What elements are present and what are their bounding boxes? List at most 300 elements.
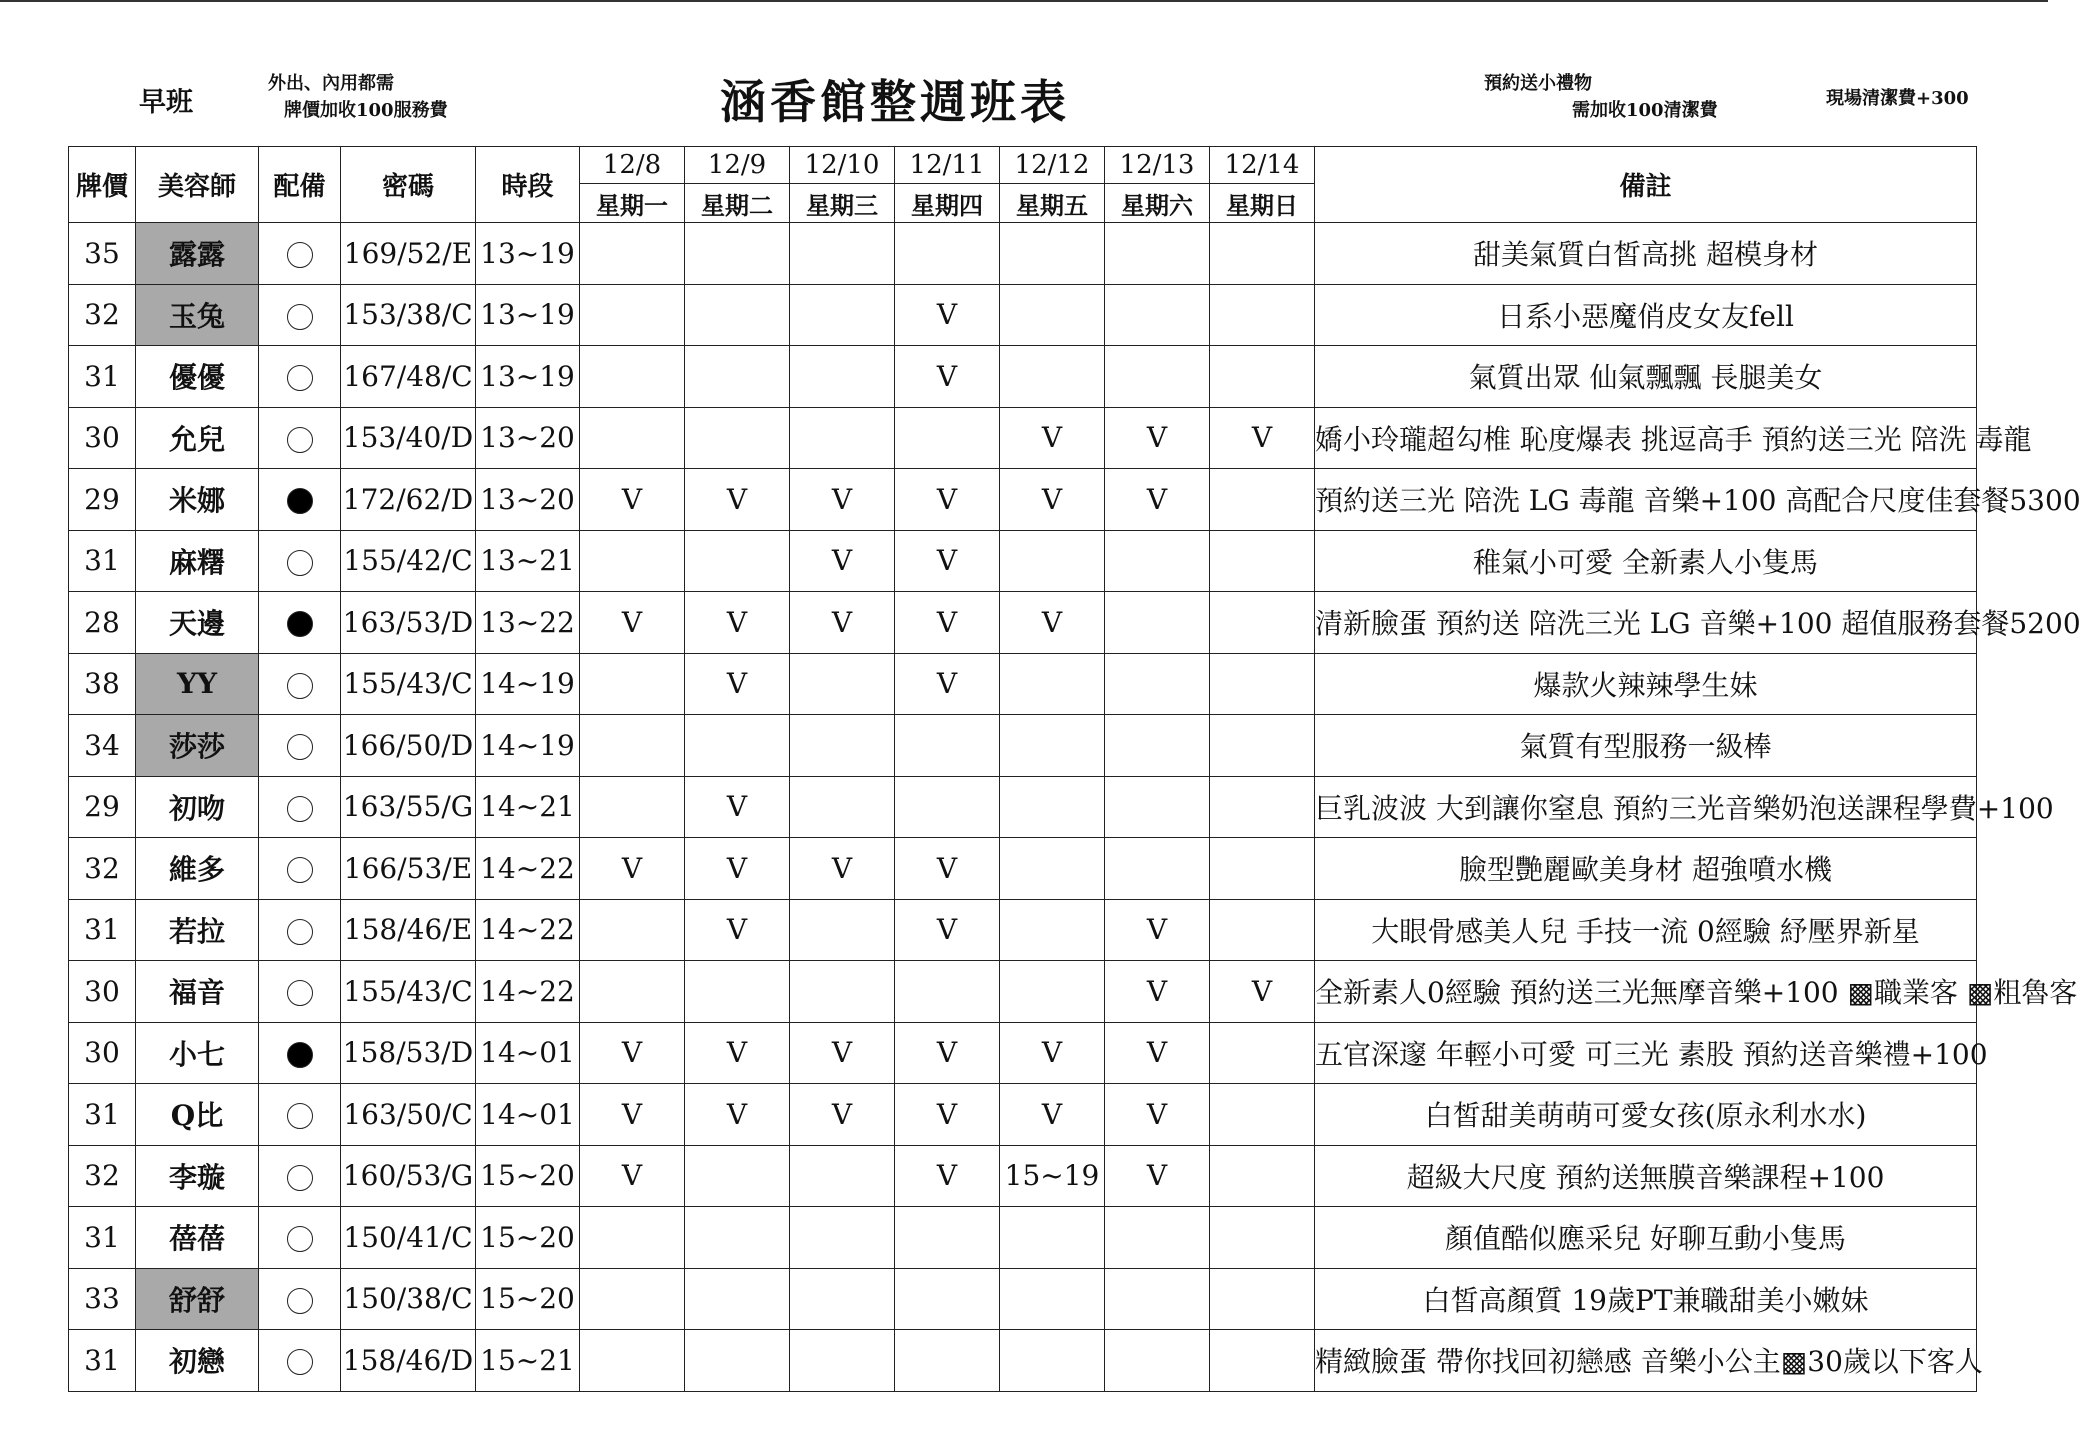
day-cell: V (790, 838, 895, 900)
col-header-date: 12/8 (580, 147, 685, 184)
day-cell: V (580, 1022, 685, 1084)
col-header-code: 密碼 (341, 147, 476, 223)
table-row (69, 407, 1977, 469)
day-cell (580, 653, 685, 715)
remark-cell: 白皙甜美萌萌可愛女孩(原永利水水) (1315, 1084, 1977, 1146)
day-cell (580, 407, 685, 469)
day-cell: V (895, 592, 1000, 654)
day-cell (895, 223, 1000, 285)
price-cell: 34 (69, 715, 136, 777)
stylist-name: 麻糬 (136, 530, 259, 592)
schedule-body (69, 223, 2081, 1392)
cleaning-fee-note (1484, 70, 1718, 124)
day-cell: V (895, 284, 1000, 346)
price-cell: 32 (69, 1145, 136, 1207)
day-cell (1105, 1330, 1210, 1392)
table-row (69, 1022, 1977, 1084)
time-slot-cell: 15~20 (476, 1268, 580, 1330)
code-cell: 150/41/C (341, 1207, 476, 1269)
table-row (69, 1268, 1977, 1330)
code-cell: 155/42/C (341, 530, 476, 592)
day-cell (1000, 346, 1105, 408)
empty-circle-icon (287, 673, 313, 699)
col-header-stylist: 美容師 (136, 147, 259, 223)
day-cell: V (895, 838, 1000, 900)
col-header-date: 12/14 (1210, 147, 1315, 184)
empty-circle-icon (287, 304, 313, 330)
day-cell (1210, 1207, 1315, 1269)
stylist-name: 優優 (136, 346, 259, 408)
day-cell (1210, 838, 1315, 900)
day-cell (1105, 223, 1210, 285)
day-cell (580, 1207, 685, 1269)
day-cell (580, 1268, 685, 1330)
equip-cell (259, 469, 341, 531)
time-slot-cell: 14~19 (476, 653, 580, 715)
equip-cell (259, 284, 341, 346)
remark-cell: 超級大尺度 預約送無膜音樂課程+100 (1315, 1145, 1977, 1207)
day-cell: V (790, 469, 895, 531)
table-row (69, 1330, 1977, 1392)
empty-circle-icon (287, 796, 313, 822)
day-cell: V (685, 469, 790, 531)
service-fee-note-line1: 外出、內用都需 (268, 73, 394, 94)
day-cell (580, 961, 685, 1023)
col-header-date: 12/10 (790, 147, 895, 184)
day-cell (1210, 776, 1315, 838)
day-cell (895, 715, 1000, 777)
code-cell: 155/43/C (341, 961, 476, 1023)
day-cell (1210, 1084, 1315, 1146)
remark-cell: 日系小惡魔俏皮女友fell (1315, 284, 1977, 346)
day-cell: V (1105, 1145, 1210, 1207)
day-cell: V (895, 530, 1000, 592)
time-slot-cell: 14~22 (476, 838, 580, 900)
page-title: 涵香館整週班表 (720, 75, 1070, 129)
stylist-name: YY (136, 653, 259, 715)
time-slot-cell: 14~19 (476, 715, 580, 777)
day-cell (1210, 653, 1315, 715)
time-slot-cell: 14~22 (476, 899, 580, 961)
price-cell: 31 (69, 530, 136, 592)
day-cell: V (895, 653, 1000, 715)
day-cell (1000, 1330, 1105, 1392)
day-cell (790, 1330, 895, 1392)
code-cell: 169/52/E (341, 223, 476, 285)
time-slot-cell: 15~20 (476, 1145, 580, 1207)
day-cell: V (790, 530, 895, 592)
day-cell (1210, 223, 1315, 285)
col-header-date: 12/12 (1000, 147, 1105, 184)
day-cell (790, 776, 895, 838)
col-header-time: 時段 (476, 147, 580, 223)
day-cell: V (1210, 961, 1315, 1023)
day-cell: V (1105, 961, 1210, 1023)
day-cell (790, 346, 895, 408)
code-cell: 150/38/C (341, 1268, 476, 1330)
time-slot-cell: 14~21 (476, 776, 580, 838)
code-cell: 163/50/C (341, 1084, 476, 1146)
price-cell: 30 (69, 961, 136, 1023)
stylist-name: 小七 (136, 1022, 259, 1084)
service-fee-note-line2: 牌價加收100服務費 (284, 100, 448, 121)
table-row (69, 223, 1977, 285)
price-cell: 33 (69, 1268, 136, 1330)
time-slot-cell: 13~22 (476, 592, 580, 654)
price-cell: 30 (69, 1022, 136, 1084)
remark-cell: 顏值酷似應采兒 好聊互動小隻馬 (1315, 1207, 1977, 1269)
day-cell (1210, 530, 1315, 592)
day-cell (1000, 776, 1105, 838)
equip-cell (259, 1022, 341, 1084)
code-cell: 158/53/D (341, 1022, 476, 1084)
equip-cell (259, 838, 341, 900)
col-header-date: 12/9 (685, 147, 790, 184)
service-fee-note (268, 70, 448, 124)
table-row (69, 469, 1977, 531)
day-cell (790, 715, 895, 777)
price-cell: 31 (69, 1330, 136, 1392)
day-cell: V (1105, 1022, 1210, 1084)
day-cell: V (1000, 1084, 1105, 1146)
day-cell (1000, 284, 1105, 346)
day-cell: V (685, 899, 790, 961)
empty-circle-icon (287, 365, 313, 391)
remark-cell: 氣質出眾 仙氣飄飄 長腿美女 (1315, 346, 1977, 408)
day-cell: V (580, 1145, 685, 1207)
time-slot-cell: 14~01 (476, 1084, 580, 1146)
price-cell: 30 (69, 407, 136, 469)
time-slot-cell: 13~19 (476, 346, 580, 408)
day-cell: V (1000, 1022, 1105, 1084)
filled-circle-icon (287, 488, 313, 514)
day-cell (1210, 346, 1315, 408)
day-cell: V (1105, 407, 1210, 469)
stylist-name: 初吻 (136, 776, 259, 838)
day-cell (1000, 899, 1105, 961)
day-cell (1000, 1268, 1105, 1330)
day-cell (895, 407, 1000, 469)
day-cell: V (790, 1084, 895, 1146)
col-header-price: 牌價 (69, 147, 136, 223)
code-cell: 153/40/D (341, 407, 476, 469)
empty-circle-icon (287, 734, 313, 760)
col-header-weekday: 星期六 (1105, 184, 1210, 223)
time-slot-cell: 15~20 (476, 1207, 580, 1269)
price-cell: 31 (69, 899, 136, 961)
table-row (69, 530, 1977, 592)
day-cell: V (895, 346, 1000, 408)
stylist-name: 維多 (136, 838, 259, 900)
price-cell: 31 (69, 1084, 136, 1146)
equip-cell (259, 530, 341, 592)
day-cell: V (1000, 592, 1105, 654)
stylist-name: 允兒 (136, 407, 259, 469)
empty-circle-icon (287, 242, 313, 268)
stylist-name: 李璇 (136, 1145, 259, 1207)
remark-cell: 五官深邃 年輕小可愛 可三光 素股 預約送音樂禮+100 (1315, 1022, 1977, 1084)
day-cell: V (1105, 899, 1210, 961)
day-cell (790, 1268, 895, 1330)
top-border-line (0, 0, 2048, 2)
day-cell (895, 1268, 1000, 1330)
day-cell: V (790, 592, 895, 654)
day-cell: V (1105, 1084, 1210, 1146)
day-cell (1105, 530, 1210, 592)
remark-cell: 預約送三光 陪洗 LG 毒龍 音樂+100 高配合尺度佳套餐5300 (1315, 469, 1977, 531)
remark-cell: 稚氣小可愛 全新素人小隻馬 (1315, 530, 1977, 592)
price-cell: 32 (69, 284, 136, 346)
filled-circle-icon (287, 1042, 313, 1068)
remark-cell: 巨乳波波 大到讓你窒息 預約三光音樂奶泡送課程學費+100 (1315, 776, 1977, 838)
remark-cell: 白皙高顏質 19歲PT兼職甜美小嫩妹 (1315, 1268, 1977, 1330)
price-cell: 28 (69, 592, 136, 654)
day-cell (790, 1207, 895, 1269)
equip-cell (259, 1145, 341, 1207)
day-cell (790, 223, 895, 285)
col-header-weekday: 星期五 (1000, 184, 1105, 223)
code-cell: 166/50/D (341, 715, 476, 777)
remark-cell: 清新臉蛋 預約送 陪洗三光 LG 音樂+100 超值服務套餐5200 (1315, 592, 1977, 654)
time-slot-cell: 14~01 (476, 1022, 580, 1084)
day-cell (1105, 346, 1210, 408)
day-cell (685, 1330, 790, 1392)
table-row (69, 961, 1977, 1023)
day-cell (1210, 1145, 1315, 1207)
day-cell (790, 407, 895, 469)
empty-circle-icon (287, 1226, 313, 1252)
code-cell: 172/62/D (341, 469, 476, 531)
table-row (69, 776, 1977, 838)
code-cell: 160/53/G (341, 1145, 476, 1207)
price-cell: 31 (69, 346, 136, 408)
day-cell (1000, 223, 1105, 285)
day-cell (685, 346, 790, 408)
stylist-name: Q比 (136, 1084, 259, 1146)
equip-cell (259, 776, 341, 838)
day-cell (580, 899, 685, 961)
remark-cell: 全新素人0經驗 預約送三光無摩音樂+100 ▩職業客 ▩粗魯客 (1315, 961, 1977, 1023)
day-cell: V (685, 1084, 790, 1146)
empty-circle-icon (287, 550, 313, 576)
onsite-fee-note: 現場清潔費+300 (1826, 88, 1969, 109)
day-cell (685, 961, 790, 1023)
stylist-name: 福音 (136, 961, 259, 1023)
table-row (69, 838, 1977, 900)
table-row (69, 1207, 1977, 1269)
day-cell (580, 1330, 685, 1392)
price-cell: 29 (69, 469, 136, 531)
day-cell (895, 961, 1000, 1023)
day-cell: V (895, 1022, 1000, 1084)
price-cell: 32 (69, 838, 136, 900)
day-cell (580, 223, 685, 285)
col-header-equip: 配備 (259, 147, 341, 223)
day-cell: V (685, 653, 790, 715)
code-cell: 167/48/C (341, 346, 476, 408)
equip-cell (259, 715, 341, 777)
day-cell (1105, 653, 1210, 715)
time-slot-cell: 15~21 (476, 1330, 580, 1392)
table-row (69, 1084, 1977, 1146)
shift-label: 早班 (139, 87, 193, 118)
empty-circle-icon (287, 980, 313, 1006)
day-cell (895, 776, 1000, 838)
equip-cell (259, 1330, 341, 1392)
day-cell: 15~19 (1000, 1145, 1105, 1207)
day-cell (580, 284, 685, 346)
code-cell: 163/55/G (341, 776, 476, 838)
day-cell: V (685, 776, 790, 838)
day-cell: V (1000, 407, 1105, 469)
day-cell (1105, 1268, 1210, 1330)
remark-cell: 臉型艷麗歐美身材 超強噴水機 (1315, 838, 1977, 900)
equip-cell (259, 407, 341, 469)
day-cell (790, 1145, 895, 1207)
day-cell (685, 1207, 790, 1269)
code-cell: 155/43/C (341, 653, 476, 715)
day-cell (685, 1145, 790, 1207)
stylist-name: 露露 (136, 223, 259, 285)
day-cell: V (580, 592, 685, 654)
day-cell: V (895, 1084, 1000, 1146)
empty-circle-icon (287, 919, 313, 945)
day-cell (1105, 284, 1210, 346)
col-header-weekday: 星期一 (580, 184, 685, 223)
empty-circle-icon (287, 1103, 313, 1129)
day-cell: V (1210, 407, 1315, 469)
remark-cell: 嬌小玲瓏超勾椎 恥度爆表 挑逗高手 預約送三光 陪洗 毒龍 (1315, 407, 1977, 469)
time-slot-cell: 13~19 (476, 284, 580, 346)
empty-circle-icon (287, 1288, 313, 1314)
day-cell (1210, 899, 1315, 961)
table-row (69, 346, 1977, 408)
table-row (69, 284, 1977, 346)
equip-cell (259, 346, 341, 408)
price-cell: 29 (69, 776, 136, 838)
empty-circle-icon (287, 857, 313, 883)
equip-cell (259, 223, 341, 285)
header-row-dates (69, 147, 1977, 184)
equip-cell (259, 961, 341, 1023)
day-cell (1210, 284, 1315, 346)
equip-cell (259, 653, 341, 715)
col-header-date: 12/13 (1105, 147, 1210, 184)
col-header-weekday: 星期日 (1210, 184, 1315, 223)
time-slot-cell: 13~20 (476, 469, 580, 531)
day-cell (1210, 469, 1315, 531)
day-cell (685, 715, 790, 777)
col-header-date: 12/11 (895, 147, 1000, 184)
time-slot-cell: 14~22 (476, 961, 580, 1023)
day-cell (895, 1330, 1000, 1392)
day-cell (1000, 961, 1105, 1023)
day-cell (580, 715, 685, 777)
empty-circle-icon (287, 427, 313, 453)
time-slot-cell: 13~20 (476, 407, 580, 469)
day-cell: V (580, 1084, 685, 1146)
day-cell (580, 776, 685, 838)
table-row (69, 592, 1977, 654)
day-cell (1000, 653, 1105, 715)
price-cell: 35 (69, 223, 136, 285)
day-cell (1105, 1207, 1210, 1269)
stylist-name: 玉兔 (136, 284, 259, 346)
day-cell (895, 1207, 1000, 1269)
col-header-remark: 備註 (1315, 147, 1977, 223)
stylist-name: 蓓蓓 (136, 1207, 259, 1269)
remark-cell: 精緻臉蛋 帶你找回初戀感 音樂小公主▩30歲以下客人 (1315, 1330, 1977, 1392)
time-slot-cell: 13~21 (476, 530, 580, 592)
day-cell (1000, 530, 1105, 592)
table-row (69, 899, 1977, 961)
code-cell: 153/38/C (341, 284, 476, 346)
day-cell (1000, 715, 1105, 777)
day-cell: V (685, 592, 790, 654)
day-cell: V (685, 1022, 790, 1084)
day-cell (1210, 1268, 1315, 1330)
day-cell (580, 346, 685, 408)
day-cell (685, 1268, 790, 1330)
equip-cell (259, 899, 341, 961)
empty-circle-icon (287, 1165, 313, 1191)
equip-cell (259, 1084, 341, 1146)
code-cell: 158/46/D (341, 1330, 476, 1392)
stylist-name: 初戀 (136, 1330, 259, 1392)
day-cell: V (1000, 469, 1105, 531)
time-slot-cell: 13~19 (476, 223, 580, 285)
day-cell (685, 530, 790, 592)
day-cell (1000, 1207, 1105, 1269)
day-cell: V (580, 838, 685, 900)
day-cell (1105, 592, 1210, 654)
day-cell: V (895, 469, 1000, 531)
equip-cell (259, 1268, 341, 1330)
day-cell: V (895, 1145, 1000, 1207)
price-cell: 38 (69, 653, 136, 715)
table-row (69, 1145, 1977, 1207)
remark-cell: 大眼骨感美人兒 手技一流 0經驗 紓壓界新星 (1315, 899, 1977, 961)
remark-cell: 甜美氣質白皙高挑 超模身材 (1315, 223, 1977, 285)
col-header-weekday: 星期三 (790, 184, 895, 223)
code-cell: 166/53/E (341, 838, 476, 900)
table-row (69, 653, 1977, 715)
day-cell: V (1105, 469, 1210, 531)
day-cell: V (790, 1022, 895, 1084)
cleaning-fee-note-line2: 需加收100清潔費 (1572, 100, 1718, 121)
remark-cell: 爆款火辣辣學生妹 (1315, 653, 1977, 715)
day-cell (1210, 1022, 1315, 1084)
day-cell: V (895, 899, 1000, 961)
day-cell: V (685, 838, 790, 900)
day-cell (1210, 715, 1315, 777)
col-header-weekday: 星期四 (895, 184, 1000, 223)
filled-circle-icon (287, 611, 313, 637)
col-header-weekday: 星期二 (685, 184, 790, 223)
day-cell (1105, 776, 1210, 838)
day-cell: V (580, 469, 685, 531)
stylist-name: 米娜 (136, 469, 259, 531)
day-cell (1210, 592, 1315, 654)
code-cell: 163/53/D (341, 592, 476, 654)
day-cell (685, 284, 790, 346)
table-row (69, 715, 1977, 777)
day-cell (790, 961, 895, 1023)
day-cell (790, 284, 895, 346)
day-cell (1105, 715, 1210, 777)
equip-cell (259, 1207, 341, 1269)
code-cell: 158/46/E (341, 899, 476, 961)
